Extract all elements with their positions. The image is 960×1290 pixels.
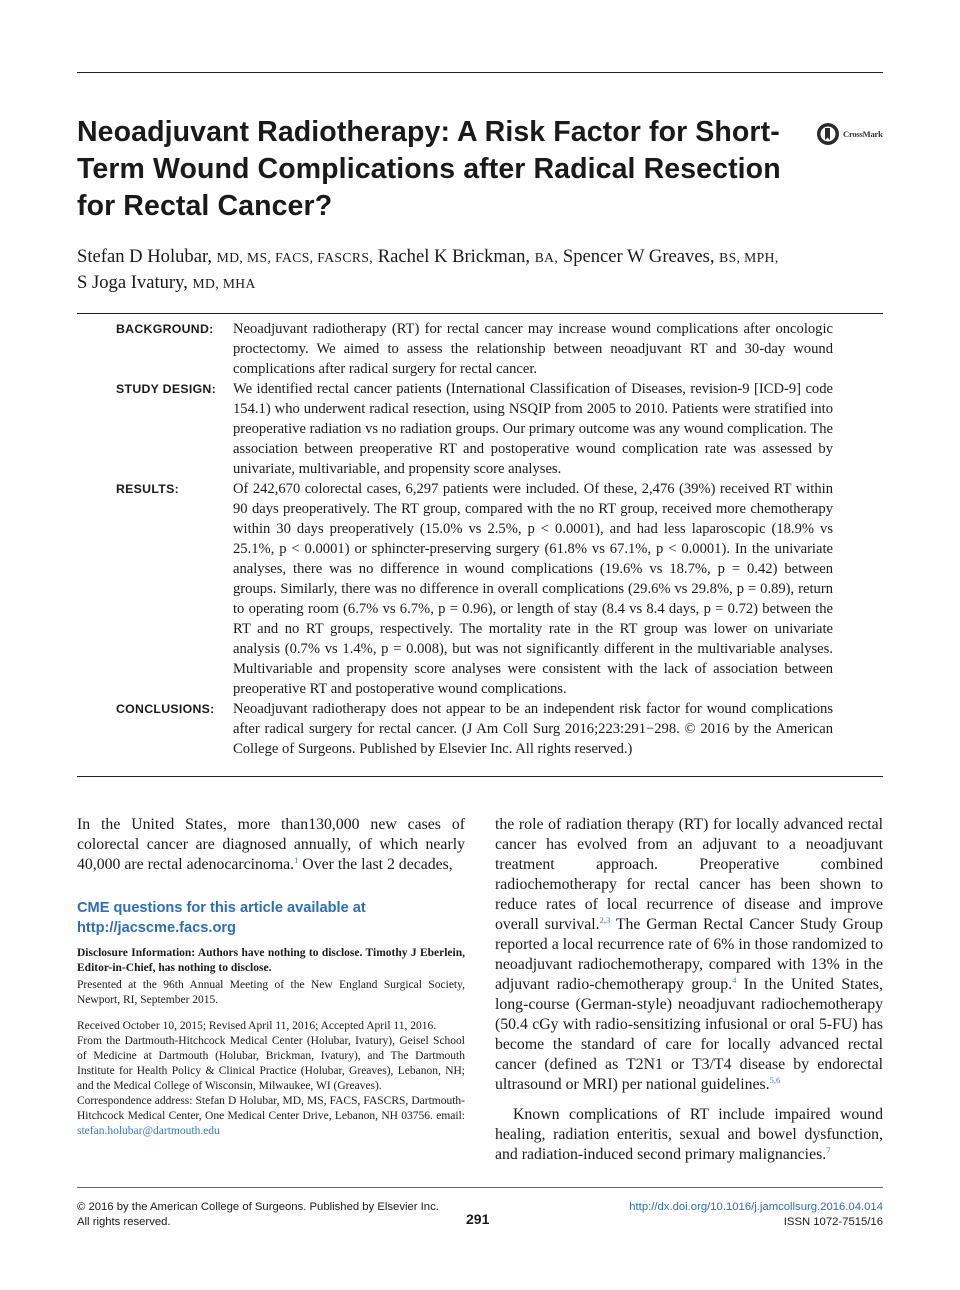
author-degrees: BA,: [534, 250, 559, 265]
affiliations: From the Dartmouth-Hitchcock Medical Center (Holubar, Ivatury), Geisel School of Medicine at Dartmouth (Holubar, Brickman, Ivatury), and The Dartmouth Institute for Health Policy & Clinical Practice (Holubar, Greaves), Lebanon, NH; and the Medical College of Wisconsin, Milwaukee, WI (Greaves).: [77, 1035, 465, 1092]
body-paragraph: [495, 1105, 883, 1165]
abstract-text: We identified rectal cancer patients (International Classification of Diseases, revision-9 [ICD-9] code 154.1) who underwent radical resection, using NSQIP from 2005 to 2010. Patients were stratified into preoperative radiation vs no radiation groups. Our primary outcome was any wound complication. The association between preoperative RT and postoperative wound complication rate was assessed by univariate, multivariable, and propensity score analyses.: [233, 381, 833, 477]
footer-rights: All rights reserved.: [77, 1216, 171, 1228]
cme-link[interactable]: http://jacscme.facs.org: [77, 920, 236, 936]
cme-notice: [77, 898, 465, 938]
body-text: In the United States, more than130,000 new cases of colorectal cancer are diagnosed annually, of which nearly 40,000 are rectal adenocarcinoma.: [77, 816, 465, 873]
author-degrees: BS, MPH,: [719, 250, 779, 265]
abstract-text: Neoadjuvant radiotherapy (RT) for rectal cancer may increase wound complications after oncologic proctectomy. We aimed to assess the relationship between neoadjuvant RT and 30-day wound complications after radical surgery for rectal cancer.: [233, 321, 833, 377]
abstract-text: Of 242,670 colorectal cases, 6,297 patients were included. Of these, 2,476 (39%) received RT within 90 days preoperatively. The RT group, compared with the no RT group, received more chemotherapy within 30 days preoperatively (15.0% vs 2.5%, p < 0.0001), and had less laparoscopic (18.9% vs 25.1%, p < 0.0001) or sphincter-preserving surgery (61.8% vs 67.1%, p < 0.0001). In the univariate analyses, there was no difference in wound complications (19.6% vs 18.7%, p = 0.42) between groups. Similarly, there was no difference in overall complications (29.6% vs 29.8%, p = 0.89), return to operating room (6.7% vs 6.7%, p = 0.96), or length of stay (8.4 vs 8.4 days, p = 0.72) between the RT and no RT groups, respectively. The mortality rate in the RT group was lower on univariate analysis (0.7% vs 1.4%, p = 0.008), but was not significantly different in the multivariable analyses. Multivariable and propensity score analyses were consistent with the lack of association between preoperative RT and postoperative wound complications.: [233, 481, 833, 697]
reference-link[interactable]: 2,3: [599, 915, 611, 925]
reference-link[interactable]: 7: [826, 1145, 831, 1155]
body-text: Over the last 2 decades,: [298, 856, 453, 873]
author-name: Rachel K Brickman,: [377, 246, 531, 267]
body-paragraph: [495, 815, 883, 1095]
abstract-text: Neoadjuvant radiotherapy does not appear to be an independent risk factor for wound complications after radical surgery for rectal cancer. (J Am Coll Surg 2016;223:291−298. © 2016 by the American College of Surgeons. Published by Elsevier Inc. All rights reserved.): [233, 701, 833, 757]
abstract-label: RESULTS:: [116, 482, 179, 496]
reference-link[interactable]: 5,6: [769, 1075, 781, 1085]
article-title: Neoadjuvant Radiotherapy: A Risk Factor for Short-Term Wound Complications after Radical Resection for Rectal Cancer?: [77, 116, 781, 222]
author-degrees: MD, MS, FACS, FASCRS,: [216, 250, 374, 265]
body-text: Known complications of RT include impaired wound healing, radiation enteritis, sexual and bowel dysfunction, and radiation-induced second primary malignancies.: [495, 1106, 883, 1163]
author-list: [77, 244, 877, 296]
page-number: 291: [466, 1211, 490, 1227]
body-text: the role of radiation therapy (RT) for locally advanced rectal cancer has evolved from an adjuvant to a neoadjuvant treatment approach. Preoperative combined radiochemotherapy for rectal cancer has been shown to reduce rates of local recurrence of disease and improve overall survival.: [495, 816, 883, 933]
correspondence: [77, 1094, 465, 1139]
author-degrees: MD, MHA: [192, 276, 256, 291]
abstract-label: CONCLUSIONS:: [116, 702, 215, 716]
issn: ISSN 1072-7515/16: [783, 1216, 883, 1228]
abstract-label: BACKGROUND:: [116, 322, 214, 336]
body-column-left: [77, 815, 465, 875]
correspondence-text: Correspondence address: Stefan D Holubar, MD, MS, FACS, FASCRS, Dartmouth-Hitchcock Medical Center, One Medical Center Drive, Lebanon, NH 03756. email:: [77, 1095, 465, 1122]
email-link[interactable]: stefan.holubar@dartmouth.edu: [77, 1125, 220, 1137]
presented-note: Presented at the 96th Annual Meeting of the New England Surgical Society, Newport, RI, September 2015.: [77, 979, 465, 1006]
top-rule: [77, 72, 883, 73]
received-dates: Received October 10, 2015; Revised April 11, 2016; Accepted April 11, 2016.: [77, 1020, 437, 1032]
reference-link[interactable]: 1: [294, 855, 299, 865]
author-name: Spencer W Greaves,: [562, 246, 715, 267]
article-notes: [77, 1019, 465, 1139]
abstract-box: [77, 313, 883, 777]
author-name: S Joga Ivatury,: [77, 272, 188, 293]
disclosure-note: Disclosure Information: Authors have nothing to disclose. Timothy J Eberlein, Editor-in-Chief, has nothing to disclose.: [77, 947, 465, 974]
cme-text: CME questions for this article available at: [77, 900, 366, 916]
doi-link[interactable]: http://dx.doi.org/10.1016/j.jamcollsurg.2016.04.014: [629, 1201, 883, 1213]
crossmark-label: CrossMark: [843, 129, 883, 139]
footer-rule: [77, 1187, 883, 1188]
author-name: Stefan D Holubar,: [77, 246, 213, 267]
body-column-right: [495, 815, 883, 1165]
body-text: The German Rectal Cancer Study Group reported a local recurrence rate of 6% in those randomized to neoadjuvant radiochemotherapy, compared with 13% in the adjuvant radio-chemotherapy group.: [495, 916, 883, 993]
crossmark-icon: [816, 122, 840, 146]
crossmark-badge[interactable]: [816, 121, 883, 147]
footer-copyright: © 2016 by the American College of Surgeons. Published by Elsevier Inc.: [77, 1201, 439, 1213]
body-paragraph: [77, 815, 465, 875]
reference-link[interactable]: 4: [732, 975, 737, 985]
abstract-label: STUDY DESIGN:: [116, 382, 217, 396]
body-text: In the United States, long-course (German-style) neoadjuvant radiochemotherapy (50.4 cGy with radio-sensitizing infusional or oral 5-FU) has become the standard of care for locally advanced rectal cancer (defined as T2N1 or T3/T4 disease by endorectal ultrasound or MRI) per national guidelines.: [495, 976, 883, 1093]
